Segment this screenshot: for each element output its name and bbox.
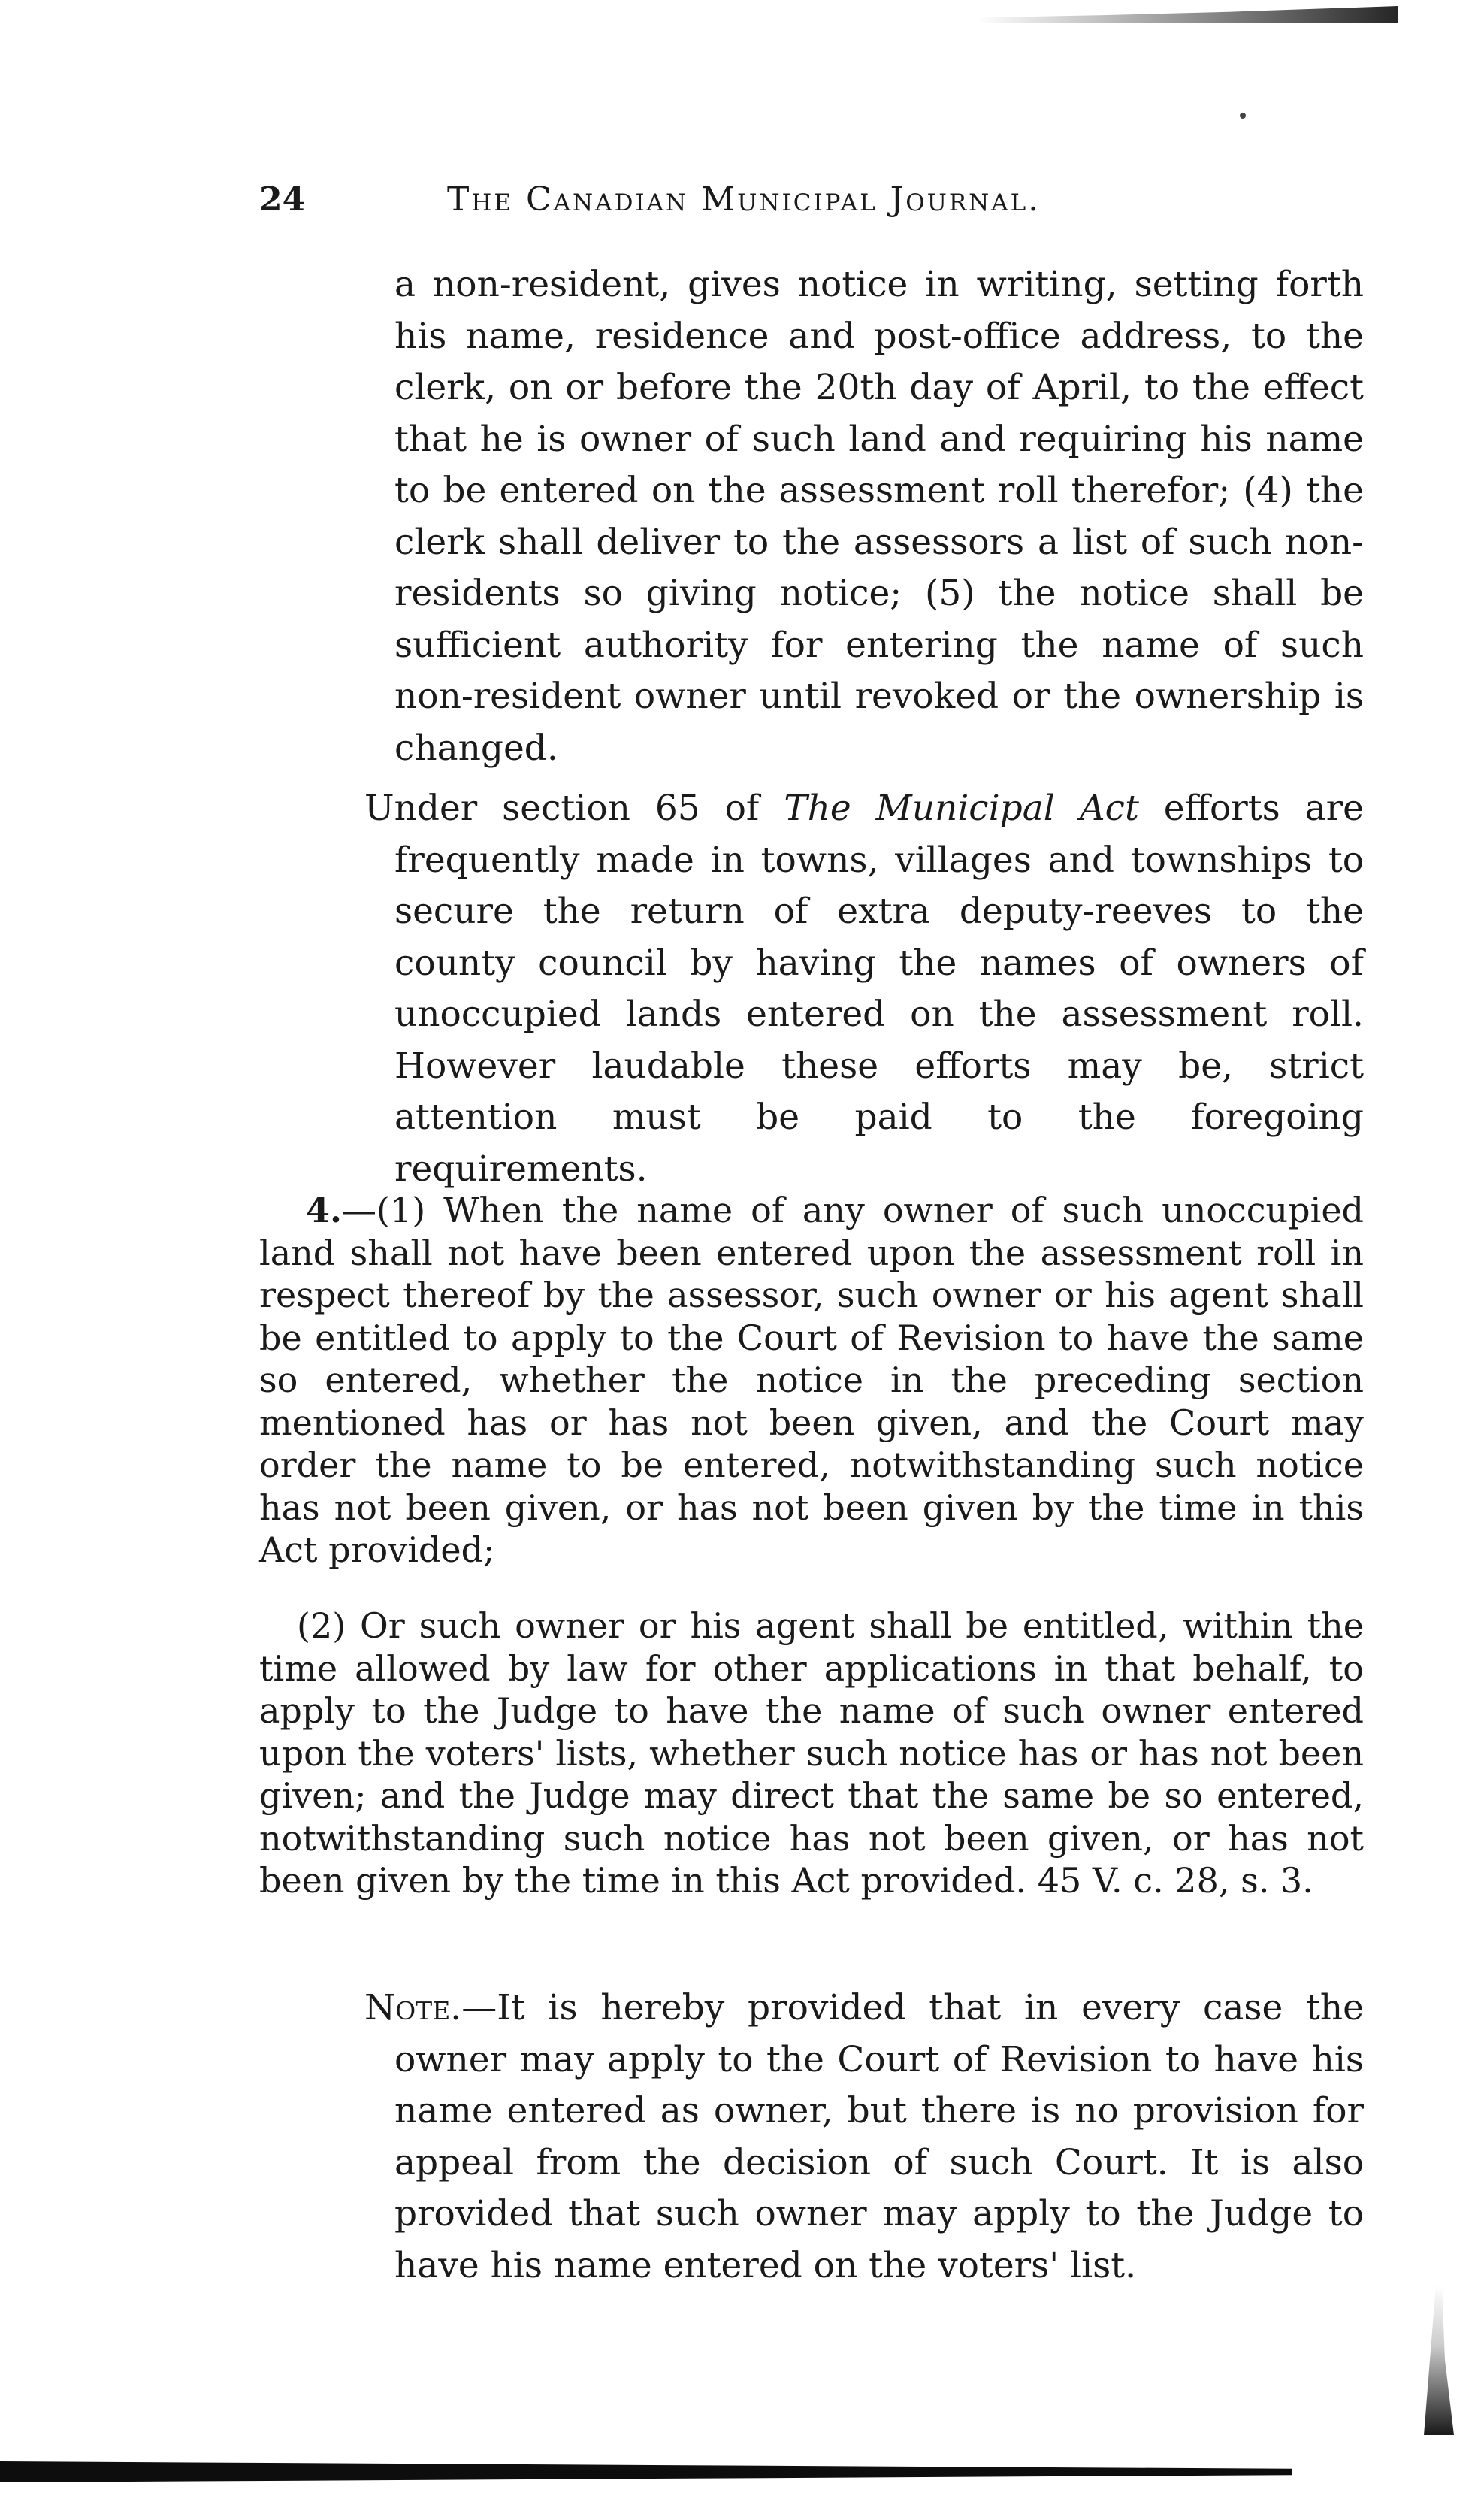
section65-before: Under section 65 of bbox=[364, 788, 784, 829]
scan-edge-side bbox=[1424, 2285, 1454, 2435]
page-header bbox=[259, 180, 1281, 233]
page-number: 24 bbox=[259, 180, 306, 219]
paragraph-section-4-2: (2) Or such owner or his agent shall be entitled, within the time allowed by law for other applications in that behalf, to apply to the Judge to have the name of such owner entered upon the voters' lists, whether such notice has or has not been given; and the Judge may direct that the same be so entered, notwithstanding such notice has not been given, or has not been given by the time in this Act provided. 45 V. c. 28, s. 3. bbox=[259, 1605, 1364, 1901]
section65-after: efforts are frequently made in towns, villages and townships to secure the return of extra deputy-reeves to the county council by having the names of owners of unoccupied lands entered on the assessment roll. However laudable these efforts may be, strict attention must be paid to the foregoing requirements. bbox=[394, 788, 1364, 1190]
section-4-1-text: —(1) When the name of any owner of such unoccupied land shall not have been entered upon the assessment roll in respect thereof by the assessor, such owner or his agent shall be entitled to apply to the Court of Revision to have the same so entered, whether the notice in the preceding section mentioned has or has not been given, and the Court may order the name to be entered, notwithstanding such notice has not been given, or has not been given by the time in this Act provided; bbox=[259, 1190, 1364, 1570]
scan-edge-bottom bbox=[0, 2461, 1292, 2482]
scan-speck bbox=[1240, 113, 1246, 119]
paragraph-section-65 bbox=[364, 783, 1364, 1195]
paragraph-intro: a non-resident, gives notice in writing, setting forth his name, residence and post-office address, to the clerk, on or before the 20th day of April, to the effect that he is owner of such land and requiring his name to be entered on the assessment roll therefor; (4) the clerk shall deliver to the assessors a list of such non-residents so giving notice; (5) the notice shall be sufficient authority for entering the name of such non-resident owner until revoked or the ownership is changed. bbox=[394, 264, 1364, 769]
paragraph-section-4-1 bbox=[259, 1189, 1364, 1572]
note-label: Note. bbox=[364, 1987, 462, 2028]
scan-edge-top bbox=[977, 6, 1398, 23]
running-head: The Canadian Municipal Journal. bbox=[447, 180, 1041, 219]
section-number: 4. bbox=[306, 1190, 343, 1230]
act-title: The Municipal Act bbox=[784, 788, 1139, 829]
paragraph-note bbox=[364, 1983, 1364, 2292]
note-text: —It is hereby provided that in every case the owner may apply to the Court of Revision to have his name entered as owner, but there is no provision for appeal from the decision of such Court. It is also provided that such owner may apply to the Judge to have his name entered on the voters' list. bbox=[394, 1987, 1364, 2286]
